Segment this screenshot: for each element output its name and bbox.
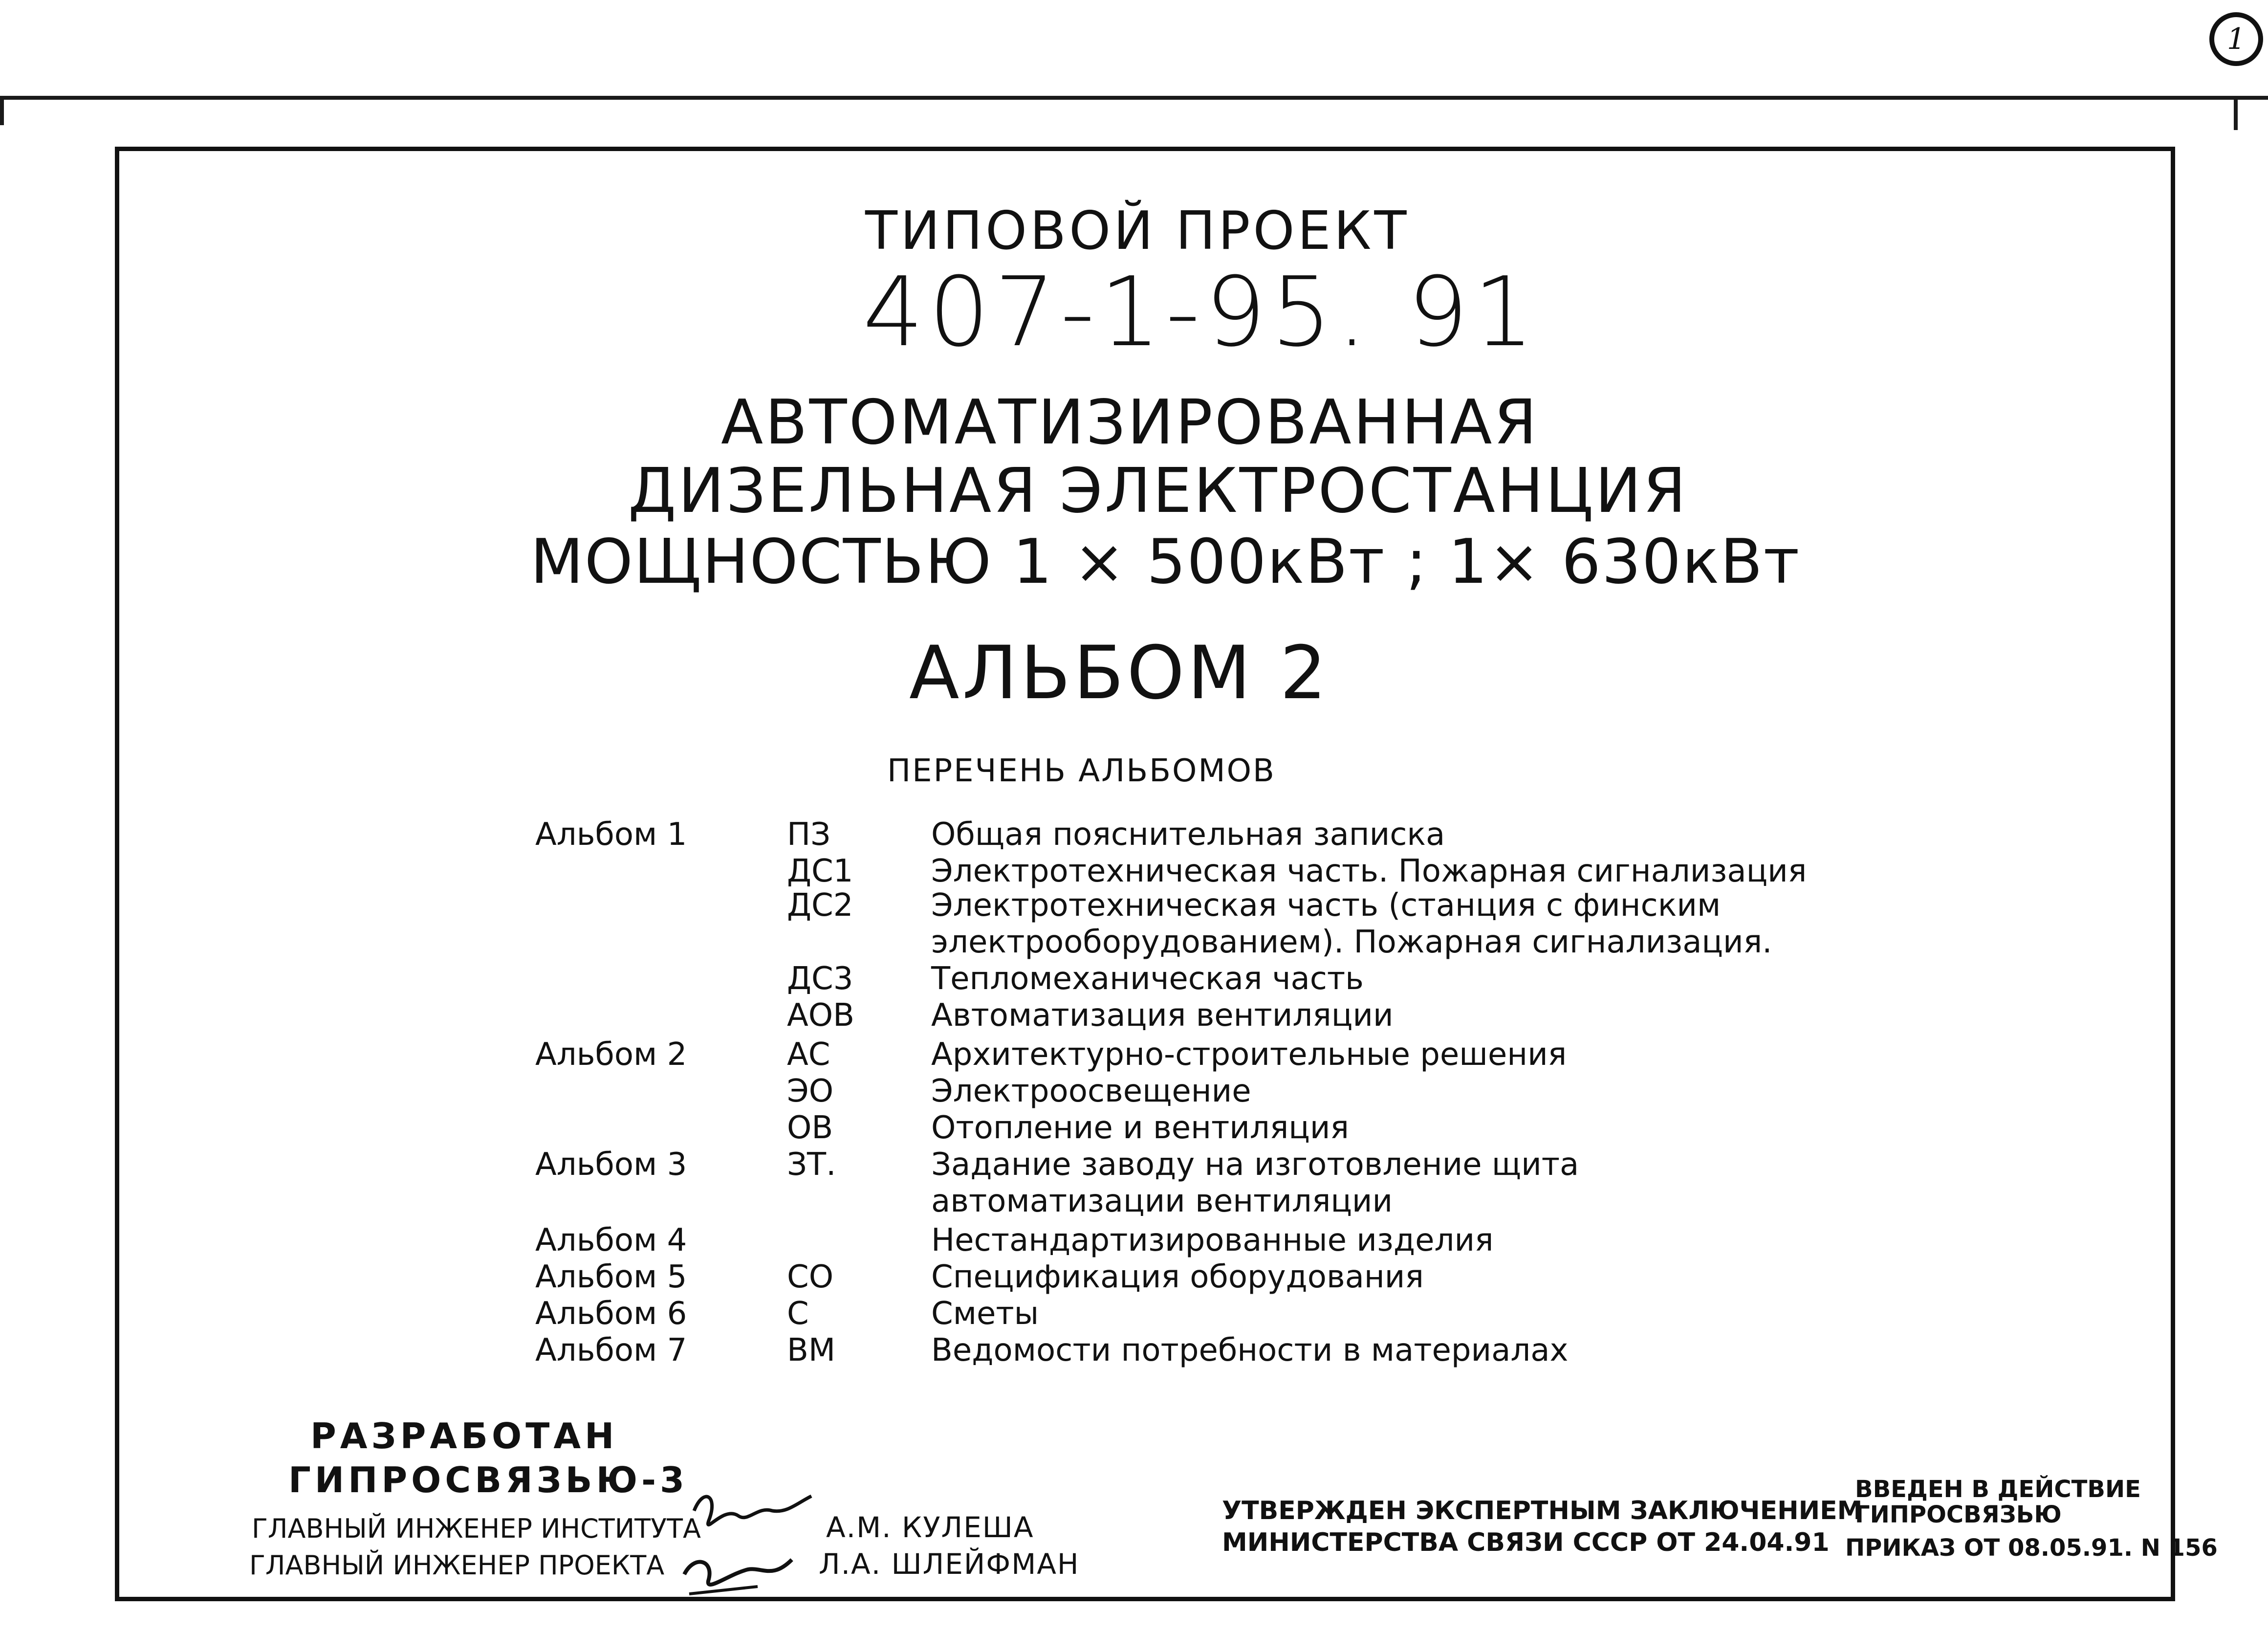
project-number: 407-1-95. 91 [863,257,1539,368]
albums-list-desc: автоматизации вентиляции [931,1183,1393,1219]
signature-2-underline [689,1587,758,1594]
albums-list-code: ДС1 [787,853,853,889]
introduced-line-1: ВВЕДЕН В ДЕЙСТВИЕ [1855,1476,2141,1503]
albums-list-code: ВМ [787,1332,836,1368]
project-name-line-2: ДИЗЕЛЬНАЯ ЭЛЕКТРОСТАНЦИЯ [628,455,1688,527]
albums-list-desc: Электротехническая часть. Пожарная сигнализация [931,853,1807,889]
approval-line-1: УТВЕРЖДЕН ЭКСПЕРТНЫМ ЗАКЛЮЧЕНИЕМ [1222,1496,1863,1525]
albums-list-album: Альбом 3 [535,1147,687,1183]
albums-list-desc: Отопление и вентиляция [931,1110,1349,1146]
project-name-line-1: АВТОМАТИЗИРОВАННАЯ [721,386,1539,458]
chief-engineer-project-name: Л.А. ШЛЕЙФМАН [819,1547,1080,1581]
project-name-line-3: МОЩНОСТЬЮ 1 × 500кВт ; 1× 630кВт [530,526,1801,597]
albums-list-album: Альбом 6 [535,1296,687,1332]
albums-list-desc: Электротехническая часть (станция с финским [931,887,1721,924]
introduced-line-2: ГИПРОСВЯЗЬЮ [1855,1501,2062,1528]
chief-engineer-institute-name: А.М. КУЛЕША [826,1511,1034,1544]
albums-list-desc: Спецификация оборудования [931,1259,1424,1295]
albums-list-album: Альбом 4 [535,1222,687,1258]
albums-list-code: ОВ [787,1110,833,1146]
developer-organization: ГИПРОСВЯЗЬЮ-3 [288,1459,689,1501]
sheet-number-mark [2209,12,2263,66]
albums-list-desc: Автоматизация вентиляции [931,997,1394,1034]
albums-list-code: АОВ [787,997,855,1034]
albums-list-code: ДС3 [787,961,853,997]
albums-list-code: ЗТ. [787,1147,836,1183]
albums-list-desc: Общая пояснительная записка [931,816,1445,853]
albums-list-code: С [787,1296,809,1332]
doc-type: ТИПОВОЙ ПРОЕКТ [865,200,1410,262]
chief-engineer-institute-label: ГЛАВНЫЙ ИНЖЕНЕР ИНСТИТУТА [252,1513,701,1544]
signature-2 [684,1560,792,1585]
chief-engineer-project-label: ГЛАВНЫЙ ИНЖЕНЕР ПРОЕКТА [249,1550,665,1581]
album-title: АЛЬБОМ 2 [909,631,1330,716]
albums-list-desc: Электроосвещение [931,1073,1251,1109]
albums-list-desc: Архитектурно-строительные решения [931,1037,1567,1073]
sheet-right-edge [2234,96,2238,130]
albums-list-desc: Задание заводу на изготовление щита [931,1147,1579,1183]
signature-1 [694,1496,811,1525]
developer-label: РАЗРАБОТАН [310,1415,618,1456]
albums-list-desc: электрооборудованием). Пожарная сигнализация. [931,924,1772,960]
albums-list-album: Альбом 7 [535,1332,687,1368]
albums-list-desc: Ведомости потребности в материалах [931,1332,1569,1368]
albums-list-album: Альбом 1 [535,816,687,853]
sheet-left-edge [0,96,4,125]
albums-list-code: ПЗ [787,816,831,853]
albums-list-desc: Нестандартизированные изделия [931,1222,1494,1258]
albums-list-title: ПЕРЕЧЕНЬ АЛЬБОМОВ [887,753,1276,789]
albums-list-code: СО [787,1259,834,1295]
albums-list-code: ЭО [787,1073,834,1109]
introduced-line-3: ПРИКАЗ ОТ 08.05.91. N 156 [1845,1534,2218,1562]
albums-list-album: Альбом 2 [535,1037,687,1073]
signatures-graphic [675,1477,821,1604]
albums-list-desc: Тепломеханическая часть [931,961,1364,997]
albums-list-code: АС [787,1037,830,1073]
albums-list-album: Альбом 5 [535,1259,687,1295]
approval-line-2: МИНИСТЕРСТВА СВЯЗИ СССР ОТ 24.04.91 [1222,1528,1830,1557]
sheet-number: 1 [2226,22,2246,56]
albums-list-code: ДС2 [787,887,853,924]
albums-list-desc: Сметы [931,1296,1039,1332]
sheet-top-edge [0,96,2268,100]
